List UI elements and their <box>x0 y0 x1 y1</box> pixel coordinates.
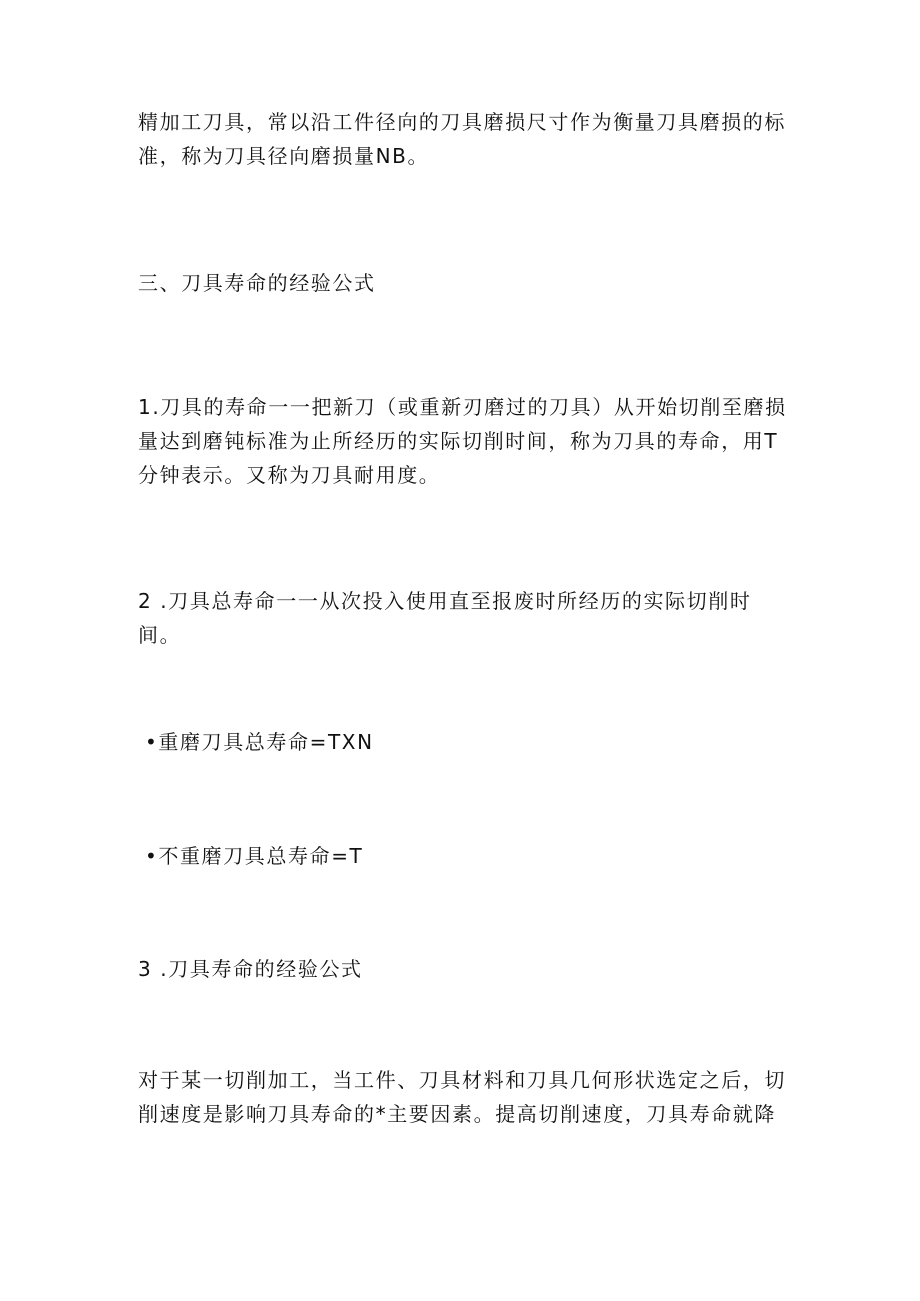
paragraph-item-1-tool-life <box>138 390 788 492</box>
paragraph-tool-wear-nb <box>138 105 788 173</box>
text-line: 2 .刀具总寿命一一从次投入使用直至报废时所经历的实际切削时 <box>138 589 752 613</box>
item-3-heading <box>138 952 788 986</box>
text-line: 对于某一切削加工，当工件、刀具材料和刀具几何形状选定之后，切 <box>138 1068 786 1092</box>
heading-text: 3 .刀具寿命的经验公式 <box>138 957 363 981</box>
bullet-text: •不重磨刀具总寿命=T <box>145 844 364 868</box>
paragraph-item-2-total-life <box>138 584 788 652</box>
bullet-non-regrind-total-life <box>145 839 795 873</box>
text-line: 间。 <box>138 623 182 647</box>
text-line: 1.刀具的寿命一一把新刀（或重新刃磨过的刀具）从开始切削至磨损 <box>138 395 787 419</box>
bullet-regrind-total-life <box>145 725 795 759</box>
paragraph-cutting-speed <box>138 1063 788 1131</box>
text-line: 削速度是影响刀具寿命的*主要因素。提高切削速度，刀具寿命就降 <box>138 1102 776 1126</box>
text-line: 量达到磨钝标准为止所经历的实际切削时间，称为刀具的寿命，用T <box>138 429 779 453</box>
heading-text: 三、刀具寿命的经验公式 <box>138 271 376 295</box>
text-line: 精加工刀具，常以沿工件径向的刀具磨损尺寸作为衡量刀具磨损的标 <box>138 110 786 134</box>
section-heading-3 <box>138 266 788 300</box>
bullet-text: •重磨刀具总寿命=TXN <box>145 730 374 754</box>
text-line: 分钟表示。又称为刀具耐用度。 <box>138 463 441 487</box>
text-line: 准，称为刀具径向磨损量NB。 <box>138 144 430 168</box>
